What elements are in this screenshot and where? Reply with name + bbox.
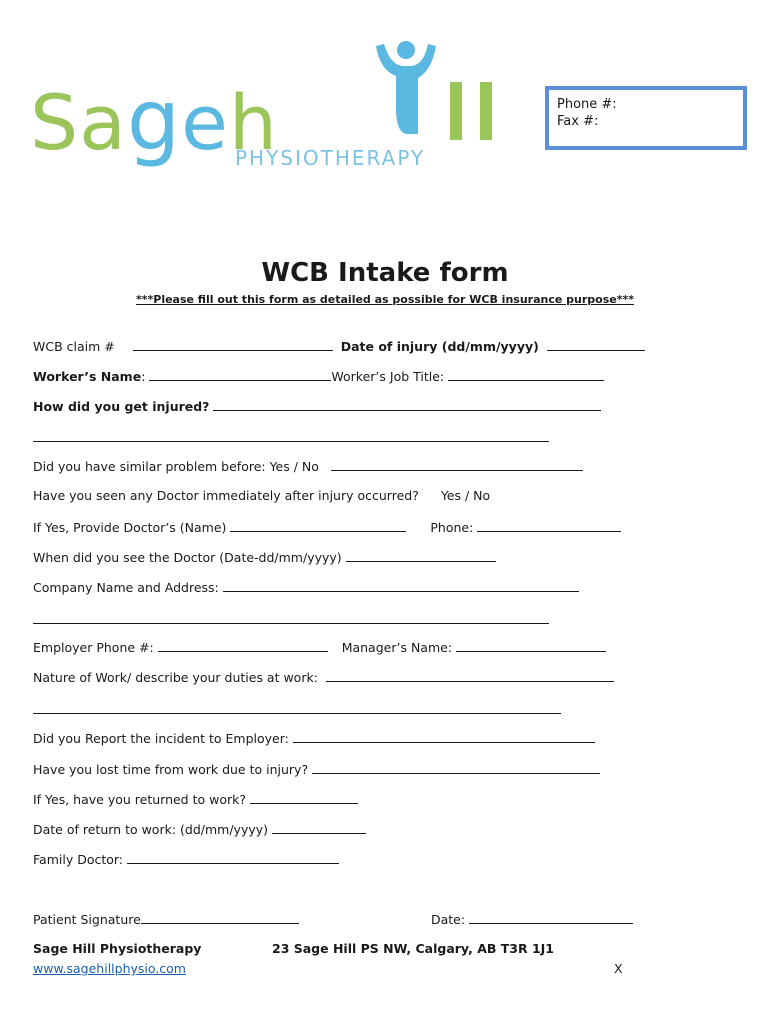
similar-problem-field[interactable]	[331, 458, 583, 471]
phone-label: Phone #:	[557, 97, 617, 112]
signature-field[interactable]	[141, 911, 299, 924]
row-lost-time	[33, 761, 600, 777]
row-worker	[33, 368, 604, 384]
return-date-label: Date of return to work: (dd/mm/yyyy)	[33, 822, 269, 837]
worker-name-field[interactable]	[149, 368, 331, 381]
job-title-field[interactable]	[448, 368, 604, 381]
lost-time-label: Have you lost time from work due to injury?	[33, 762, 309, 777]
logo-word-h: h	[228, 78, 279, 167]
person-stretching-icon	[366, 38, 446, 136]
reported-label: Did you Report the incident to Employer:	[33, 731, 289, 746]
row-return-date	[33, 821, 366, 837]
how-injured-field[interactable]	[213, 398, 601, 411]
doctor-name-field[interactable]	[230, 519, 406, 532]
doctor-name-label: If Yes, Provide Doctor’s (Name)	[33, 520, 227, 535]
nature-of-work-field-2[interactable]	[33, 713, 561, 714]
worker-name-label: Worker’s Name	[33, 369, 142, 384]
row-doctor-name	[33, 519, 621, 535]
how-injured-field-2[interactable]	[33, 441, 549, 442]
similar-problem-label: Did you have similar problem before: Yes / No	[33, 459, 319, 474]
fax-label: Fax #:	[557, 114, 599, 129]
company-field[interactable]	[223, 579, 579, 592]
returned-field[interactable]	[250, 791, 358, 804]
contact-box	[545, 86, 747, 150]
row-date	[431, 911, 633, 927]
signature-label: Patient Signature	[33, 912, 141, 927]
doctor-phone-label: Phone:	[430, 520, 474, 535]
injury-date-label: Date of injury (dd/mm/yyyy)	[340, 339, 539, 354]
injury-date-field[interactable]	[547, 338, 645, 351]
logo-letter-l2	[480, 82, 492, 140]
seen-doctor-options[interactable]: Yes / No	[440, 488, 491, 503]
returned-label: If Yes, have you returned to work?	[33, 792, 246, 807]
form-title: WCB Intake form	[261, 258, 509, 288]
reported-field[interactable]	[293, 730, 595, 743]
footer-address: 23 Sage Hill PS NW, Calgary, AB T3R 1J1	[272, 941, 554, 956]
job-title-label: Worker’s Job Title:	[331, 369, 445, 384]
logo-word-g: g	[126, 71, 182, 169]
row-reported	[33, 730, 595, 746]
manager-field[interactable]	[456, 639, 606, 652]
date-label: Date:	[431, 912, 466, 927]
employer-phone-field[interactable]	[158, 639, 328, 652]
footer-mark: X	[614, 961, 623, 976]
family-doctor-field[interactable]	[127, 851, 339, 864]
row-returned	[33, 791, 358, 807]
logo-word-e: e	[181, 78, 229, 167]
row-how-injured	[33, 398, 601, 414]
row-employer	[33, 639, 606, 655]
row-family-doctor	[33, 851, 339, 867]
company-label: Company Name and Address:	[33, 580, 219, 595]
footer-website-link[interactable]: www.sagehillphysio.com	[33, 961, 186, 976]
footer-clinic-name: Sage Hill Physiotherapy	[33, 941, 202, 956]
seen-doctor-label: Have you seen any Doctor immediately after injury occurred?	[33, 488, 419, 503]
company-field-2[interactable]	[33, 623, 549, 624]
row-seen-doctor	[33, 488, 490, 503]
how-injured-label: How did you get injured?	[33, 399, 210, 414]
manager-label: Manager’s Name:	[341, 640, 453, 655]
return-date-field[interactable]	[272, 821, 366, 834]
row-company	[33, 579, 579, 595]
row-signature	[33, 911, 299, 927]
lost-time-field[interactable]	[312, 761, 600, 774]
row-claim	[33, 338, 645, 354]
nature-of-work-label: Nature of Work/ describe your duties at work:	[33, 670, 318, 685]
logo-letter-l1	[450, 82, 462, 140]
date-field[interactable]	[469, 911, 633, 924]
row-similar	[33, 458, 583, 474]
row-doctor-date	[33, 549, 496, 565]
employer-phone-label: Employer Phone #:	[33, 640, 154, 655]
logo-word-sa: Sa	[30, 78, 127, 167]
doctor-date-label: When did you see the Doctor (Date-dd/mm/yyyy)	[33, 550, 342, 565]
claim-field[interactable]	[133, 338, 333, 351]
doctor-date-field[interactable]	[346, 549, 496, 562]
doctor-phone-field[interactable]	[477, 519, 621, 532]
row-nature-of-work	[33, 669, 614, 685]
worker-name-colon: :	[141, 369, 146, 384]
nature-of-work-field[interactable]	[326, 669, 614, 682]
logo-subtitle: PHYSIOTHERAPY	[235, 146, 426, 170]
family-doctor-label: Family Doctor:	[33, 852, 124, 867]
logo	[30, 38, 500, 170]
claim-label: WCB claim #	[33, 339, 115, 354]
form-subtitle: ***Please fill out this form as detailed as possible for WCB insurance purpose***	[136, 293, 634, 306]
